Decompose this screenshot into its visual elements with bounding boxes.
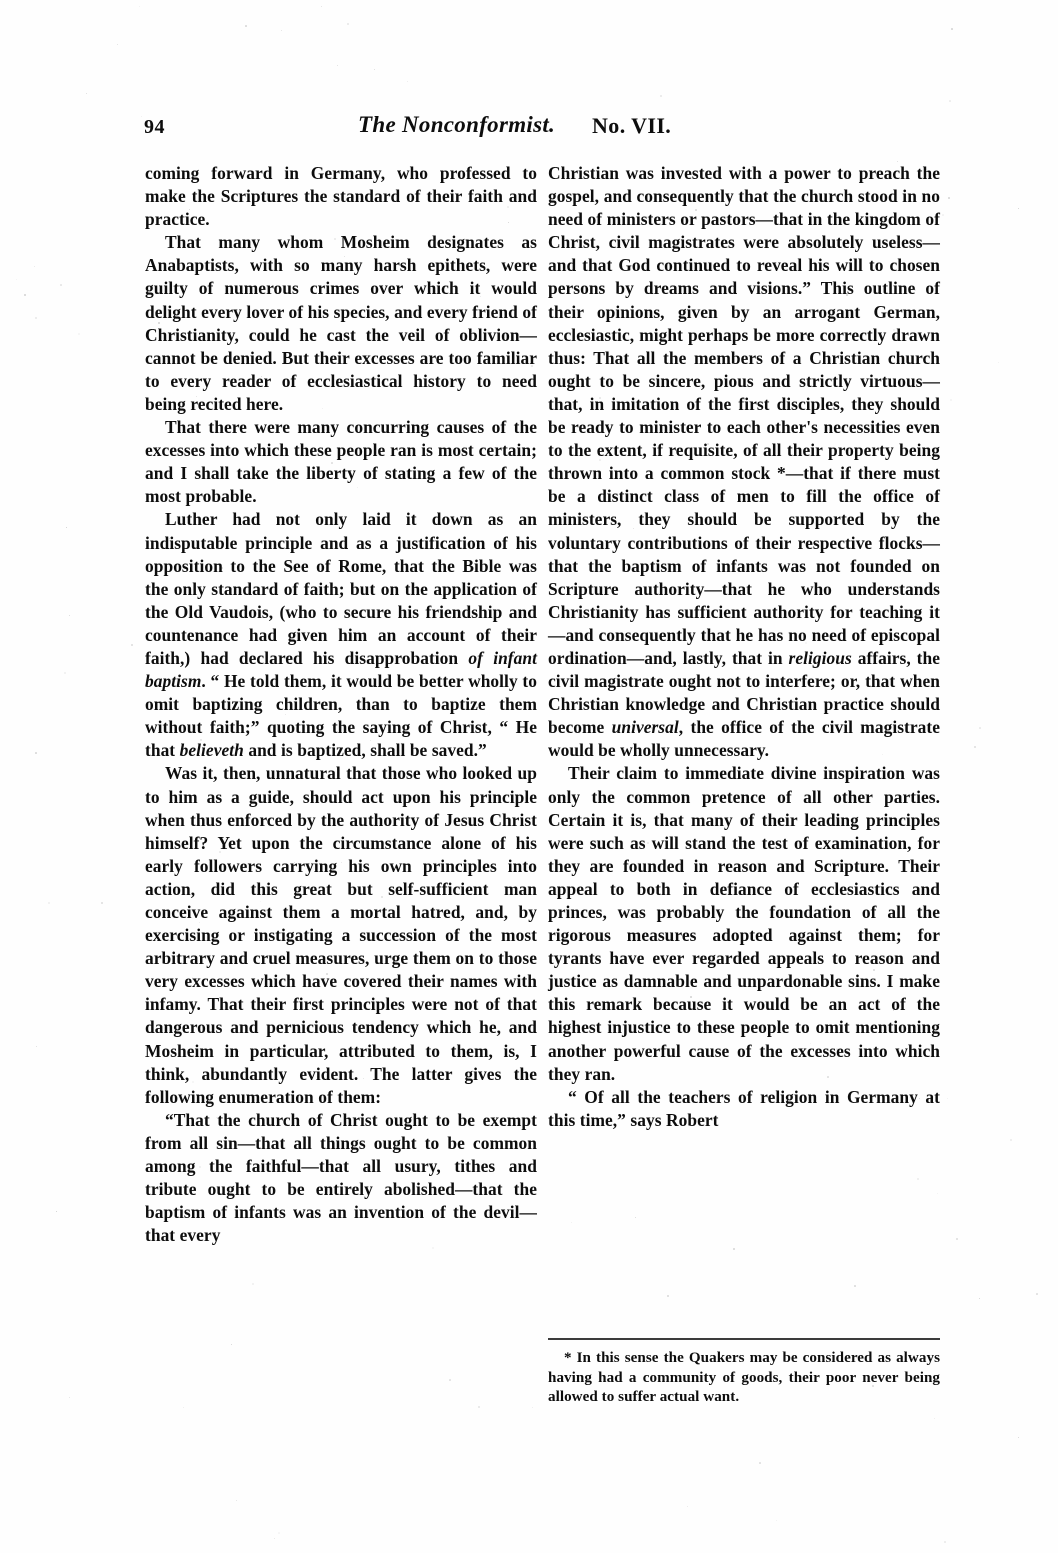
footnote-text: * In this sense the Quakers may be considered as always having had a community of goods, their poor never being allowed to suffer actual want. [548, 1350, 940, 1406]
paragraph-r3: “ Of all the teachers of religion in Germany at this time,” says Robert [548, 1086, 940, 1130]
running-head [140, 112, 920, 146]
paragraph-r2: Their claim to immediate divine inspiration was only the common pretence of all other parties. Certain it is, that many of their leading principles were such as will stand the test of examination, for they are founded in reason and Scripture. Their appeal to both in defiance of ecclesiastics and princes, was probably the foundation of all the rigorous measures adopted against them; for tyrants have ever regarded appeals to reason and justice as damnable and unpardonable sins. I make this remark because it would be an act of the highest injustice to these people to omit mentioning another powerful cause of the excesses into which they ran. [548, 763, 940, 1084]
page-number: 94 [144, 116, 165, 138]
footnote-rule [548, 1338, 940, 1340]
paragraph-l2: That many whom Mosheim designates as Anabaptists, with so many harsh epithets, were guilty of numerous crimes over which it would delight every lover of his species, and every friend of Christianity, could he cast the veil of oblivion—cannot be denied. But their excesses are too familiar to every reader of ecclesiastical history to need being recited here. [145, 232, 537, 414]
paragraph-l5: Was it, then, unnatural that those who looked up to him as a guide, should act upon his principle when thus enforced by the authority of Jesus Christ himself? Yet upon the circumstance alone of his early followers carrying his own principles into action, did this great but self-sufficient man conceive against them a mortal hatred, and, by exercising or instigating a succession of the most arbitrary and cruel measures, urge them on to those very excesses which have covered their names with infamy. That their first principles were not of that dangerous and pernicious tendency which he, and Mosheim in particular, attributed to them, is, I think, abundantly evident. The latter gives the following enumeration of them: [145, 763, 537, 1107]
paragraph-l3: That there were many concurring causes of the excesses into which these people ran is most certain; and I shall take the liberty of stating a few of the most probable. [145, 417, 537, 507]
footnote-block [548, 1338, 940, 1408]
text-column-left [145, 162, 537, 1247]
paragraph-l4: Luther had not only laid it down as an indisputable principle and as a justification of his opposition to the See of Rome, that the Bible was the only standard of faith; but on the application of the Old Vaudois, (who to secure his friendship and countenance had given him an account of their faith,) had declared his disapprobation of infant baptism. “ He told them, it would be better wholly to omit baptizing children, than to baptize them without faith;” quoting the saying of Christ, “ He that believeth and is baptized, shall be saved.” [145, 509, 537, 761]
text-column-right [548, 162, 940, 1132]
running-title: The Nonconformist. [358, 112, 556, 137]
paragraph-l6: “That the church of Christ ought to be exempt from all sin—that all things ought to be common among the faithful—that all usury, tithes and tribute ought to be entirely abolished—that the baptism of infants was an invention of the devil—that every [145, 1109, 537, 1246]
paragraph-r1: Christian was invested with a power to preach the gospel, and consequently that the church stood in no need of ministers or pastors—that in the kingdom of Christ, civil magistrates were absolutely useless—and that God continued to reveal his will to chosen persons by dreams and visions.” This outline of their opinions, given by an arrogant German, ecclesiastic, might perhaps be more correctly drawn thus: That all the members of a Christian church ought to be sincere, pious and strictly virtuous—that, in imitation of the first disciples, they should be ready to minister to each other's necessities even to the extent, if requisite, of all their property being thrown into a common stock *—that if there must be a distinct class of men to fill the office of ministers, they should be supported by the voluntary contributions of their respective flocks—that the baptism of infants was not founded on Scripture authority—that he who understands Christianity has sufficient authority for teaching it—and consequently that he has no need of episcopal ordination—and, lastly, that in religious affairs, the civil magistrate ought not to interfere; or, that when Christian knowledge and Christian practice should become universal, the office of the civil magistrate would be wholly unnecessary. [548, 163, 940, 761]
issue-number: No. VII. [592, 113, 672, 138]
paragraph-l1: coming forward in Germany, who professed to make the Scriptures the standard of their faith and practice. [145, 163, 537, 230]
